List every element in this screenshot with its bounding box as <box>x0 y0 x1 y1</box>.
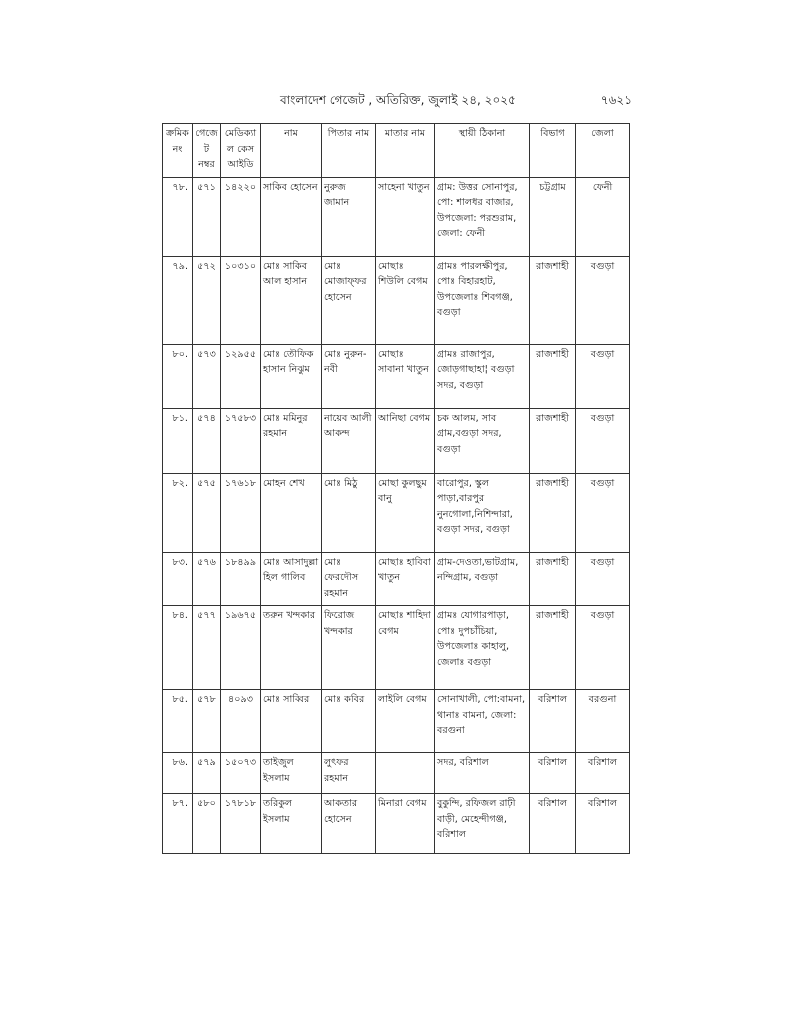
father-cell: মোঃ মিঠু <box>322 473 376 552</box>
mother-cell: সাহেনা খাতুন <box>376 177 435 256</box>
address-cell: গ্রাম-দেওতা,ভাটগ্রাম, নন্দিগ্রাম, বগুড়া <box>435 552 530 606</box>
serial-cell: ৮৭. <box>163 794 193 854</box>
table-row <box>163 473 630 552</box>
division-cell: বরিশাল <box>530 794 576 854</box>
header-row <box>163 124 630 178</box>
mother-cell: লাইলি বেগম <box>376 690 435 753</box>
division-cell: বরিশাল <box>530 690 576 753</box>
column-header-division: বিভাগ <box>530 124 576 178</box>
page-header <box>162 92 630 114</box>
division-cell: রাজশাহী <box>530 256 576 344</box>
column-header-mother: মাতার নাম <box>376 124 435 178</box>
father-cell: নায়েব আলী আকন্দ <box>322 408 376 473</box>
column-header-case-id: মেডিক্যাল কেস আইডি <box>221 124 261 178</box>
name-cell: মোঃ সাব্বির <box>261 690 322 753</box>
gazette-cell: ৫৮০ <box>193 794 221 854</box>
case-id-cell: ১৭৮১৮ <box>221 794 261 854</box>
table-header <box>163 124 630 178</box>
name-cell: তরুন খন্দকার <box>261 606 322 690</box>
table-row <box>163 344 630 408</box>
column-header-gazette: গেজেট নম্বর <box>193 124 221 178</box>
name-cell: মোঃ সাকিব আল হাসান <box>261 256 322 344</box>
name-cell: মোঃ তৌফিক হাসান নিঝুম <box>261 344 322 408</box>
serial-cell: ৮৪. <box>163 606 193 690</box>
column-header-serial: ক্রমিক নং <box>163 124 193 178</box>
address-cell: গ্রাম: উত্তর সোনাপুর, পো: শালধর বাজার, উপজেলা: পরশুরাম, জেলা: ফেনী <box>435 177 530 256</box>
serial-cell: ৮৫. <box>163 690 193 753</box>
mother-cell: মোছা কুলছুম বানু <box>376 473 435 552</box>
case-id-cell: ১৪২২০ <box>221 177 261 256</box>
father-cell: আকতার হোসেন <box>322 794 376 854</box>
father-cell: মোঃ মোজাফ্ফর হোসেন <box>322 256 376 344</box>
division-cell: চট্টগ্রাম <box>530 177 576 256</box>
division-cell: বরিশাল <box>530 753 576 794</box>
gazette-cell: ৫৭৬ <box>193 552 221 606</box>
serial-cell: ৮৩. <box>163 552 193 606</box>
father-cell: লুৎফর রহমান <box>322 753 376 794</box>
father-cell: ফিরোজ খন্দকার <box>322 606 376 690</box>
serial-cell: ৮২. <box>163 473 193 552</box>
column-header-district: জেলা <box>576 124 630 178</box>
address-cell: গ্রামঃ যোগারপাড়া, পোঃ দুপচাঁচিয়া, উপজেলাঃ কাহালু, জেলাঃ বগুড়া <box>435 606 530 690</box>
table-row <box>163 794 630 854</box>
mother-cell <box>376 753 435 794</box>
gazette-cell: ৫৭২ <box>193 256 221 344</box>
father-cell: নুরুজ জামান <box>322 177 376 256</box>
case-id-cell: ১২৯৫৫ <box>221 344 261 408</box>
table-row <box>163 690 630 753</box>
serial-cell: ৭৯. <box>163 256 193 344</box>
case-id-cell: ১৭৫৮৩ <box>221 408 261 473</box>
division-cell: রাজশাহী <box>530 473 576 552</box>
address-cell: সদর, বরিশাল <box>435 753 530 794</box>
name-cell: মোঃ মমিনুর রহমান <box>261 408 322 473</box>
address-cell: গ্রামঃ পারলক্ষীপুর, পোঃ বিহারহাট, উপজেলাঃ শিবগঞ্জ, বগুড়া <box>435 256 530 344</box>
name-cell: তাইজুল ইসলাম <box>261 753 322 794</box>
case-id-cell: ১৯৬৭৫ <box>221 606 261 690</box>
case-id-cell: ১৮৪৯৯ <box>221 552 261 606</box>
district-cell: বরিশাল <box>576 794 630 854</box>
father-cell: মোঃ ফেরদৌস রহমান <box>322 552 376 606</box>
name-cell: সাকিব হোসেন <box>261 177 322 256</box>
case-id-cell: ১৭৬১৮ <box>221 473 261 552</box>
address-cell: বারোপুর, স্কুল পাড়া,বারপুর নুনগোলা,নিশিন্দারা, বগুড়া সদর, বগুড়া <box>435 473 530 552</box>
name-cell: তরিকুল ইসলাম <box>261 794 322 854</box>
table-row <box>163 177 630 256</box>
serial-cell: ৮০. <box>163 344 193 408</box>
district-cell: বগুড়া <box>576 606 630 690</box>
casualty-table <box>162 123 630 854</box>
table-row <box>163 408 630 473</box>
mother-cell: মোছাঃ শাহিদা বেগম <box>376 606 435 690</box>
division-cell: রাজশাহী <box>530 552 576 606</box>
address-cell: চক আলম, সাব গ্রাম,বগুড়া সদর, বগুড়া <box>435 408 530 473</box>
division-cell: রাজশাহী <box>530 408 576 473</box>
mother-cell: মোছাঃ শিউলি বেগম <box>376 256 435 344</box>
mother-cell: মোছাঃ হাবিবা খাতুন <box>376 552 435 606</box>
table-row <box>163 552 630 606</box>
name-cell: মোহন শেখ <box>261 473 322 552</box>
case-id-cell: ১৫০৭৩ <box>221 753 261 794</box>
address-cell: গ্রামঃ রাজাপুর, জোড়গাছাহা¦ বগুড়া সদর, বগুড়া <box>435 344 530 408</box>
table-body <box>163 177 630 854</box>
page-number: ৭৬২১ <box>600 93 632 107</box>
district-cell: বগুড়া <box>576 552 630 606</box>
table-row <box>163 606 630 690</box>
gazette-cell: ৫৭৫ <box>193 473 221 552</box>
district-cell: বরগুনা <box>576 690 630 753</box>
mother-cell: মিনারা বেগম <box>376 794 435 854</box>
gazette-cell: ৫৭৮ <box>193 690 221 753</box>
mother-cell: আনিছা বেগম <box>376 408 435 473</box>
division-cell: রাজশাহী <box>530 606 576 690</box>
gazette-cell: ৫৭৩ <box>193 344 221 408</box>
mother-cell: মোছাঃ সাবানা খাতুন <box>376 344 435 408</box>
table-row <box>163 753 630 794</box>
father-cell: মোঃ কবির <box>322 690 376 753</box>
table-row <box>163 256 630 344</box>
serial-cell: ৮১. <box>163 408 193 473</box>
case-id-cell: ৪০৯৩ <box>221 690 261 753</box>
column-header-address: স্থায়ী ঠিকানা <box>435 124 530 178</box>
case-id-cell: ১০৩১০ <box>221 256 261 344</box>
district-cell: বগুড়া <box>576 256 630 344</box>
district-cell: বগুড়া <box>576 344 630 408</box>
column-header-father: পিতার নাম <box>322 124 376 178</box>
gazette-cell: ৫৭৭ <box>193 606 221 690</box>
name-cell: মোঃ আসাদুল্লা হিল গালিব <box>261 552 322 606</box>
serial-cell: ৮৬. <box>163 753 193 794</box>
gazette-cell: ৫৭৯ <box>193 753 221 794</box>
gazette-cell: ৫৭৪ <box>193 408 221 473</box>
address-cell: বুকুন্দি, রফিজল রাঢ়ী বাড়ী, মেহেন্দীগঞ্জ, বরিশাল <box>435 794 530 854</box>
serial-cell: ৭৮. <box>163 177 193 256</box>
column-header-name: নাম <box>261 124 322 178</box>
district-cell: বরিশাল <box>576 753 630 794</box>
father-cell: মোঃ নুরুন-নবী <box>322 344 376 408</box>
gazette-title: বাংলাদেশ গেজেট , অতিরিক্ত, জুলাই ২৪, ২০২৫ <box>280 93 516 107</box>
district-cell: ফেনী <box>576 177 630 256</box>
gazette-cell: ৫৭১ <box>193 177 221 256</box>
division-cell: রাজশাহী <box>530 344 576 408</box>
address-cell: সোনাখালী, পো:বামনা, থানাঃ বামনা, জেলা: বরগুনা <box>435 690 530 753</box>
district-cell: বগুড়া <box>576 473 630 552</box>
district-cell: বগুড়া <box>576 408 630 473</box>
